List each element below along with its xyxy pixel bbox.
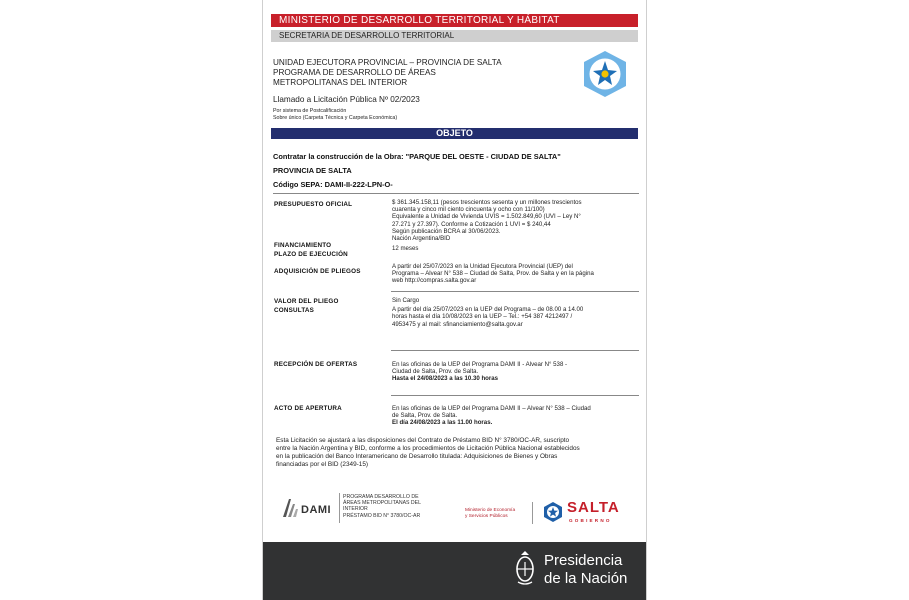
value-line: 27.271 y 27.397). Conforme a Cotización 1 UVI = $ 240,44: [392, 220, 551, 228]
dami-line: PRÉSTAMO BID N° 3780/OC-AR: [343, 512, 421, 519]
divider: [391, 350, 639, 351]
salta-emblem-icon: [581, 50, 629, 98]
value-line: Equivalente a Unidad de Vivienda UVIS = 1.502.849,60 (UVI – Ley N°: [392, 213, 581, 221]
recepcion-value: [392, 361, 640, 383]
presidencia-line: de la Nación: [544, 570, 628, 587]
value-line: $ 361.345.158,11 (pesos trescientos sesenta y un millones trescientos: [392, 199, 582, 206]
apertura-label: ACTO DE APERTURA: [274, 405, 342, 412]
paragraph-line: financiadas por el BID (2349-15): [276, 461, 369, 468]
unit-line: UNIDAD EJECUTORA PROVINCIAL – PROVINCIA DE SALTA: [273, 58, 502, 67]
plazo-label: PLAZO DE EJECUCIÓN: [274, 251, 348, 258]
adquisicion-label: ADQUISICIÓN DE PLIEGOS: [274, 268, 361, 275]
financiamiento-label: FINANCIAMIENTO: [274, 242, 332, 249]
work-description: Contratar la construcción de la Obra: "PARQUE DEL OESTE - CIUDAD DE SALTA": [273, 152, 561, 161]
unit-line: PROGRAMA DE DESARROLLO DE ÁREAS: [273, 68, 436, 77]
adquisicion-value: [392, 263, 640, 285]
dami-line: INTERIOR: [343, 506, 368, 513]
financing-value: Nación Argentina/BID: [392, 235, 451, 243]
divider: [273, 193, 639, 194]
value-line: Según publicación BCRA al 30/06/2023.: [392, 227, 501, 235]
value-line: cuarenta y cinco mil ciento cincuenta y ocho con 11/100): [392, 206, 545, 214]
newspaper-ad-page: [262, 0, 647, 600]
salta-gobierno-icon: [543, 502, 563, 522]
divider: [391, 395, 639, 396]
paragraph-line: Esta Licitación se ajustará a las disposiciones del Contrato de Préstamo BID N° 3780/OC-AR, suscripto: [276, 437, 570, 444]
valor-value: Sin Cargo: [392, 297, 420, 304]
value-line: 4953475 y al mail: sfinanciamiento@salta.gov.ar: [392, 320, 523, 328]
consultas-label: CONSULTAS: [274, 307, 315, 314]
ministerio-line: Ministerio de Economía: [465, 508, 516, 513]
executing-unit: [273, 58, 502, 88]
value-line-bold: El día 24/08/2023 a las 11.00 horas.: [392, 419, 493, 427]
secretariat-header: SECRETARIA DE DESARROLLO TERRITORIAL: [271, 30, 638, 42]
dami-wordmark: DAMI: [301, 504, 332, 516]
dami-description: [343, 494, 421, 519]
ministry-header: MINISTERIO DE DESARROLLO TERRITORIAL Y HÁBITAT: [271, 14, 638, 27]
value-line: horas hasta el día 10/08/2023 en la UEP – Tel.: +54 387 4212497 /: [392, 313, 573, 321]
valor-consultas-value: [392, 297, 640, 328]
valor-label: VALOR DEL PLIEGO: [274, 298, 339, 305]
salta-gobierno: GOBIERNO: [569, 518, 612, 523]
dami-line: PROGRAMA DESARROLLO DE: [343, 494, 419, 500]
dami-line: ÁREAS METROPOLITANAS DEL: [343, 500, 422, 507]
value-line: En las oficinas de la UEP del Programa DAMI II – Alvear N° 538 – Ciudad: [392, 405, 591, 412]
dami-logo-icon: [281, 497, 299, 519]
recepcion-label: RECEPCIÓN DE OFERTAS: [274, 361, 358, 368]
province-line: PROVINCIA DE SALTA: [273, 166, 352, 175]
divider: [339, 493, 340, 523]
value-line: Programa – Alvear N° 538 – Ciudad de Salta, Prov. de Salta y en la página: [392, 270, 594, 278]
objeto-bar: OBJETO: [271, 128, 638, 139]
value-line: web http://compras.salta.gov.ar: [392, 277, 477, 285]
apertura-value: [392, 405, 640, 427]
value-line: En las oficinas de la UEP del Programa DAMI II - Alvear N° 538 -: [392, 361, 568, 368]
legal-paragraph: [276, 437, 636, 469]
salta-wordmark: SALTA: [567, 499, 620, 516]
unit-line: METROPOLITANAS DEL INTERIOR: [273, 78, 408, 87]
national-coat-of-arms-icon: [514, 550, 536, 586]
paragraph-line: en la publicación del Banco Interamericano de Desarrollo titulada: Adquisiciones de Bienes y Obras: [276, 453, 558, 460]
sepa-code: Código SEPA: DAMI-II-222-LPN-O-: [273, 180, 393, 189]
value-line: A partir del 25/07/2023 en la Unidad Ejecutora Provincial (UEP) del: [392, 263, 573, 270]
presidencia-line: Presidencia: [544, 552, 623, 569]
presupuesto-value: [392, 199, 640, 252]
paragraph-line: entre la Nación Argentina y BID, conforme a los procedimientos de Licitación Pública Nacional establecidos: [276, 445, 580, 452]
value-line: de Salta, Prov. de Salta.: [392, 412, 458, 420]
system-line: Por sistema de Postcalificación: [273, 108, 347, 114]
ministerio-line: y Servicios Públicos: [465, 514, 508, 519]
tender-system: [273, 108, 397, 122]
divider: [391, 291, 639, 292]
system-line: Sobre único (Carpeta Técnica y Carpeta Económica): [273, 115, 398, 121]
tender-call: Llamado a Licitación Pública Nº 02/2023: [273, 95, 420, 104]
divider: [532, 502, 533, 524]
deadline-value: 12 meses: [392, 245, 419, 253]
ministerio-economia: [465, 508, 515, 520]
value-line-bold: Hasta el 24/08/2023 a las 10.30 horas: [392, 375, 499, 383]
presupuesto-label: PRESUPUESTO OFICIAL: [274, 201, 353, 208]
value-line: A partir del día 25/07/2023 en la UEP del Programa – de 08.00 a 14.00: [392, 306, 584, 314]
value-line: Ciudad de Salta, Prov. de Salta.: [392, 368, 479, 376]
